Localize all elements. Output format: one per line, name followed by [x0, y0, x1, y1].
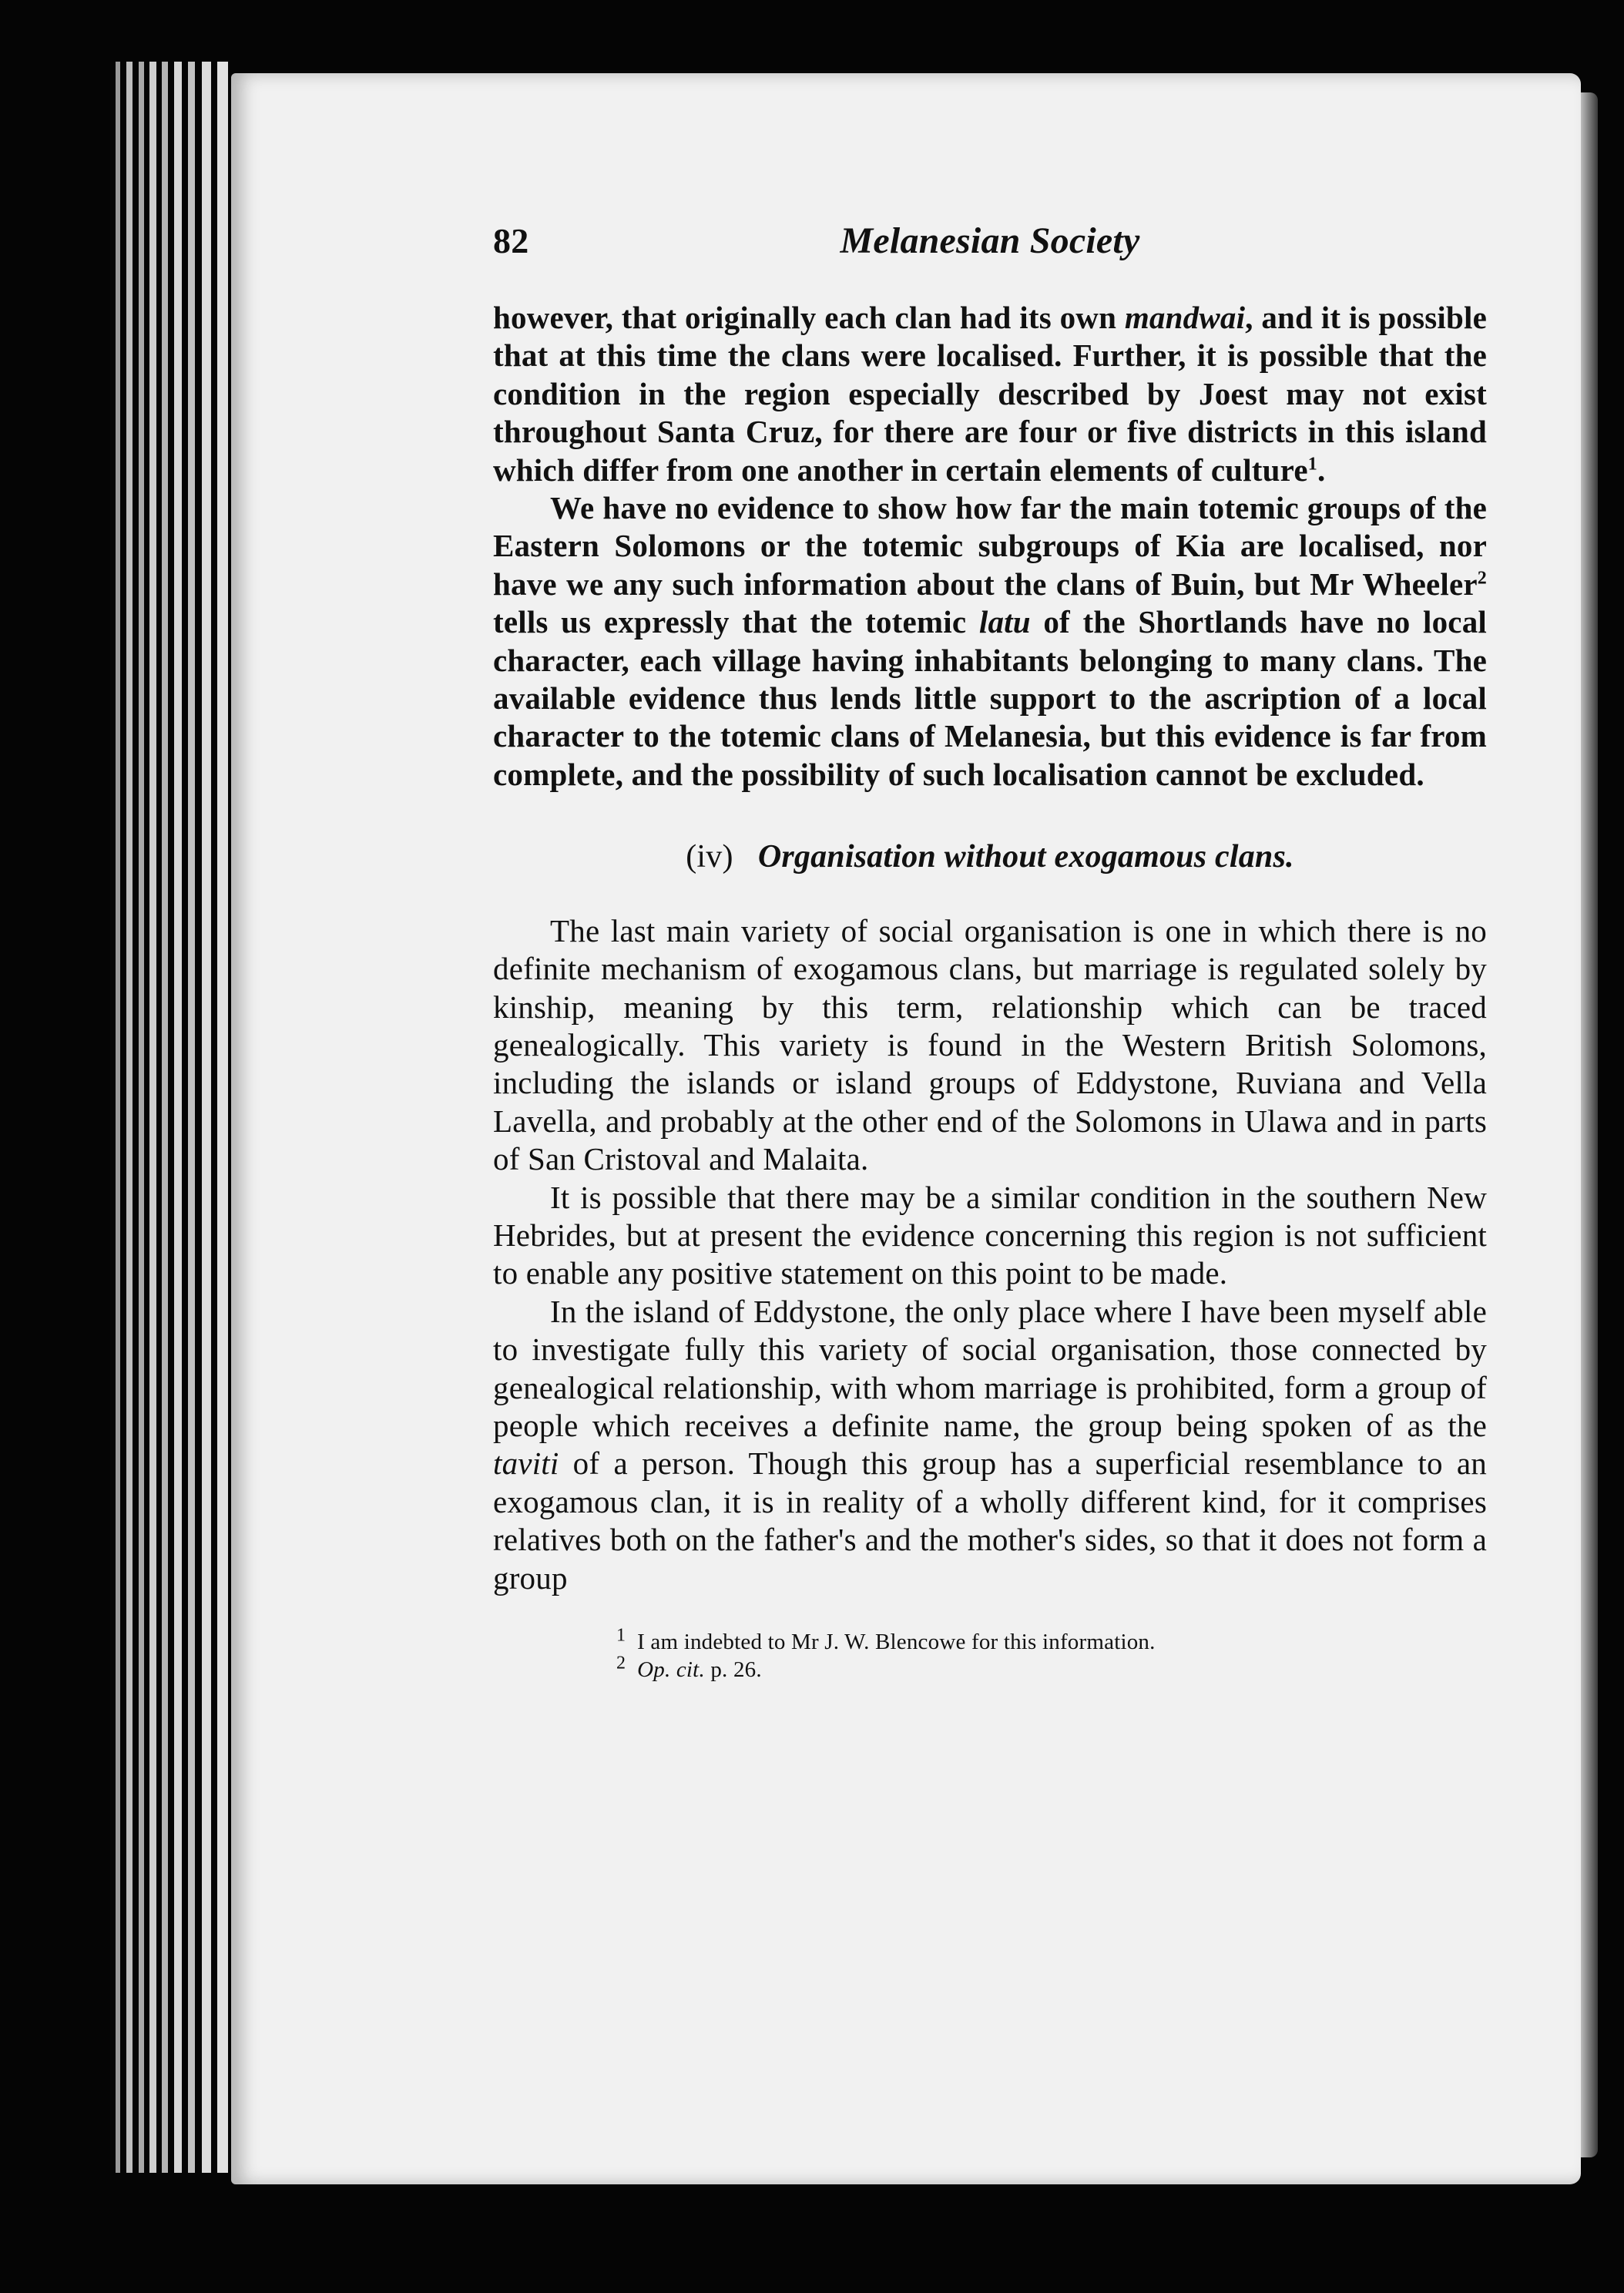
footnote-2: $^2$ Op. cit. p. 26.	[616, 1653, 762, 1682]
footnote-1: $^1$ I am indebted to Mr J. W. Blencowe for this information.	[616, 1625, 1156, 1654]
footnote-ref-2: 2	[1477, 568, 1487, 589]
running-title: Melanesian Society	[840, 220, 1140, 261]
section-number: (iv)	[686, 839, 733, 875]
paragraph-3: The last main variety of social organisation is one in which there is no definite mechanism of exogamous clans, but marriage is regulated solely by kinship, meaning by this term, relationship which can be traced genealogically. This variety is found in the Western British Solomons, including the islands or island groups of Eddystone, Ruviana and Vella Lavella, and probably at the other end of the Solomons in Ulawa and in parts of San Cristoval and Malaita.	[493, 912, 1487, 1177]
paragraph-5: In the island of Eddystone, the only place where I have been myself able to investigate fully this variety of social organisation, those connected by genealogical relationship, with whom marriage is prohibited, form a group of people which receives a definite name, the group being spoken of as the taviti of a person. Though this group has a superficial resemblance to an exogamous clan, it is in reality of a wholly different kind, for it comprises relatives both on the father's and the mother's sides, so that it does not form a group	[493, 1293, 1487, 1596]
section-heading	[493, 838, 1487, 876]
section-title: Organisation without exogamous clans.	[757, 839, 1294, 875]
page-text	[493, 222, 1487, 1684]
page-right-edge	[1581, 92, 1598, 2157]
term-taviti: taviti	[493, 1445, 559, 1482]
footnotes	[493, 1625, 1487, 1684]
page-number: 82	[493, 221, 529, 260]
term-mandwai: mandwai	[1124, 300, 1246, 335]
paragraph-1: however, that originally each clan had its own mandwai, and it is possible that at this time the clans were localised. Further, it is possible that the condition in the region especially described by Joest may not exist throughout Santa Cruz, for there are four or five districts in this island which differ from one another in certain elements of culture$^1$.	[493, 300, 1487, 488]
book-page-edges	[116, 62, 239, 2173]
footnote-ref-1: 1	[1307, 453, 1317, 474]
page-header	[493, 222, 1487, 267]
paragraph-4: It is possible that there may be a similar condition in the southern New Hebrides, but at present the evidence concerning this region is not sufficient to enable any positive statement on this point to be made.	[493, 1179, 1487, 1291]
term-latu: latu	[978, 604, 1031, 640]
paragraph-2: We have no evidence to show how far the main totemic groups of the Eastern Solomons or the totemic subgroups of Kia are localised, nor have we any such information about the clans of Buin, but Mr Wheeler$^2$ tells us expressly that the totemic latu of the Shortlands have no local character, each village having inhabitants belonging to many clans. The available evidence thus lends little support to the ascription of a local character to the totemic clans of Melanesia, but this evidence is far from complete, and the possibility of such localisation cannot be excluded.	[493, 490, 1487, 792]
